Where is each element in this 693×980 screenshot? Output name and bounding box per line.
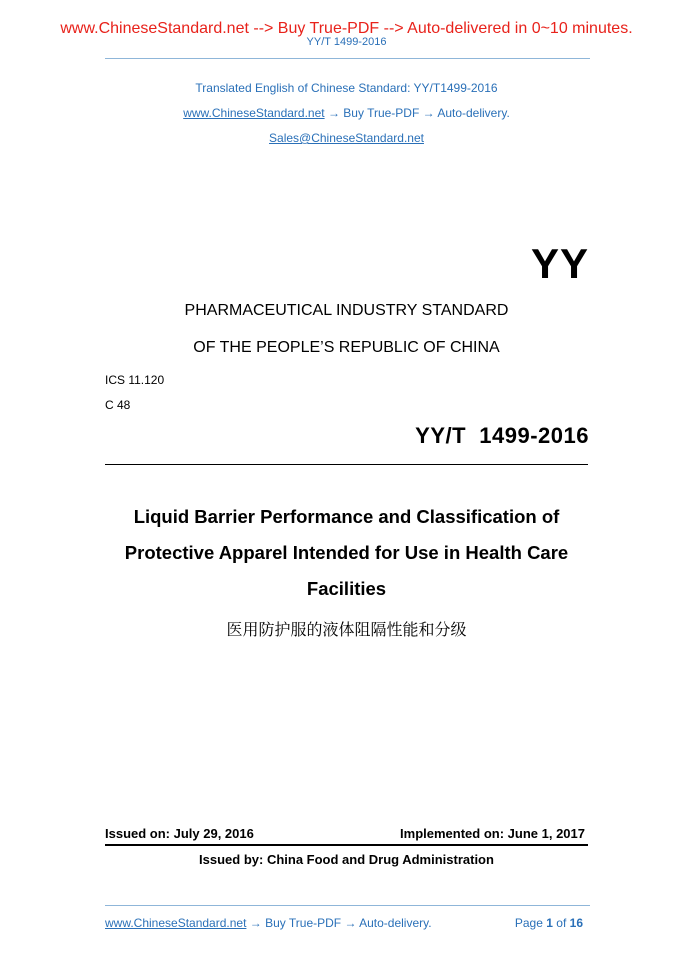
header-divider: [105, 58, 590, 59]
dates-divider: [105, 844, 588, 846]
promo-banner[interactable]: www.ChineseStandard.net --> Buy True-PDF --> Auto-delivered in 0~10 minutes.: [60, 20, 633, 37]
page-indicator: [515, 916, 583, 930]
email-line: [0, 131, 693, 145]
page-label: Page: [514, 916, 543, 930]
header-standard-code: YY/T 1499-2016: [306, 36, 387, 48]
document-title-line2: Protective Apparel Intended for Use in Health Care: [124, 542, 569, 563]
issued-on-date: Issued on: July 29, 2016: [105, 826, 254, 841]
standard-type-line2: OF THE PEOPLE’S REPUBLIC OF CHINA: [193, 339, 500, 356]
footer-site-link[interactable]: www.ChineseStandard.net: [105, 916, 247, 930]
chinese-title: 医用防护服的液体阻隔性能和分级: [226, 620, 467, 639]
footer-site-suffix: → Buy True-PDF → Auto-delivery.: [246, 916, 432, 930]
document-title-line3: Facilities: [306, 578, 387, 599]
title-divider: [105, 464, 588, 465]
document-title-line1: Liquid Barrier Performance and Classification of: [133, 506, 560, 527]
site-line: [0, 106, 693, 120]
footer-site-line: [105, 916, 432, 930]
ics-code: ICS 11.120: [105, 373, 165, 387]
standard-type-line1: PHARMACEUTICAL INDUSTRY STANDARD: [184, 302, 509, 319]
footer-divider: [105, 905, 590, 906]
site-suffix: → Buy True-PDF → Auto-delivery.: [327, 106, 510, 120]
implemented-on-date: Implemented on: June 1, 2017: [400, 826, 585, 841]
page-current: 1: [546, 916, 553, 930]
site-link[interactable]: www.ChineseStandard.net: [183, 106, 325, 120]
page-total: 16: [569, 916, 583, 930]
issuing-authority: Issued by: China Food and Drug Administration: [199, 852, 494, 867]
standard-number: YY/T 1499-2016: [415, 423, 589, 448]
classification-code: C 48: [105, 398, 131, 412]
email-link[interactable]: Sales@ChineseStandard.net: [269, 131, 424, 145]
page-of: of: [556, 916, 567, 930]
translation-note: Translated English of Chinese Standard: YY/T1499-2016: [195, 81, 498, 95]
standard-mark: YY: [530, 240, 589, 287]
